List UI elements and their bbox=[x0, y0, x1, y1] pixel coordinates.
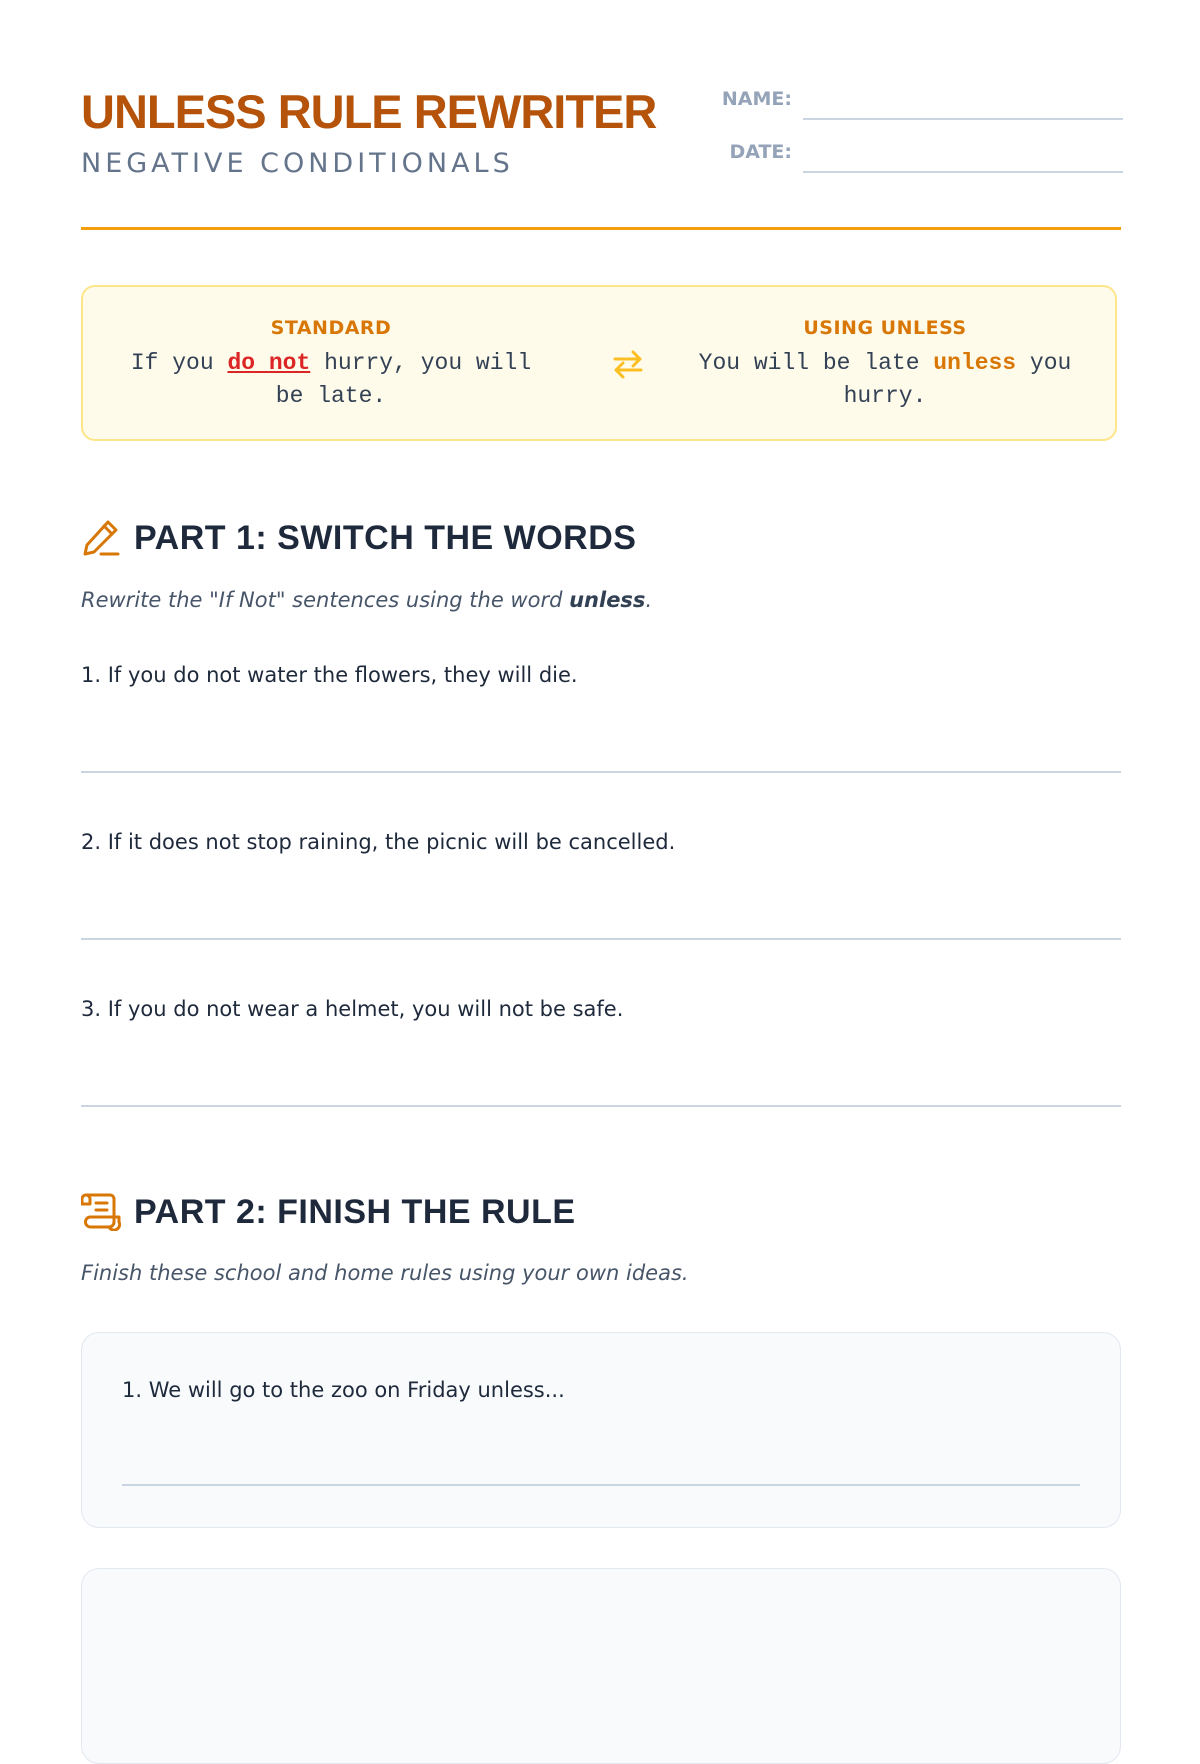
part1-question-3: 3. If you do not wear a helmet, you will not be safe. bbox=[81, 997, 624, 1021]
rule-card-1 bbox=[81, 1332, 1121, 1528]
standard-example bbox=[111, 317, 551, 413]
unless-label: USING UNLESS bbox=[803, 317, 967, 339]
part1-instruction: Rewrite the "If Not" sentences using the word unless. bbox=[81, 588, 653, 612]
date-label: DATE: bbox=[729, 141, 792, 163]
negative-words: do not bbox=[227, 350, 311, 376]
part1-title: PART 1: SWITCH THE WORDS bbox=[134, 519, 637, 557]
rule-prompt-1: 1. We will go to the zoo on Friday unless... bbox=[122, 1378, 565, 1402]
part1-question-1: 1. If you do not water the flowers, they will die. bbox=[81, 663, 578, 687]
date-field[interactable] bbox=[803, 171, 1123, 173]
scroll-icon bbox=[81, 1191, 121, 1231]
part1-question-2: 2. If it does not stop raining, the picnic will be cancelled. bbox=[81, 830, 676, 854]
unless-example bbox=[665, 317, 1105, 413]
pencil-icon bbox=[81, 517, 121, 557]
name-label: NAME: bbox=[721, 88, 792, 110]
answer-line-1[interactable] bbox=[81, 771, 1121, 773]
header-divider bbox=[81, 227, 1121, 230]
standard-label: STANDARD bbox=[270, 317, 392, 339]
answer-line-3[interactable] bbox=[81, 1105, 1121, 1107]
unless-sentence: You will be late unless you hurry. bbox=[698, 350, 1072, 409]
unless-keyword: unless bbox=[933, 350, 1017, 376]
rule-answer-line-1[interactable] bbox=[122, 1484, 1080, 1486]
part2-title: PART 2: FINISH THE RULE bbox=[134, 1193, 576, 1231]
rule-card-2 bbox=[81, 1568, 1121, 1764]
standard-sentence: If you do not hurry, you will be late. bbox=[130, 350, 532, 409]
name-field[interactable] bbox=[803, 118, 1123, 120]
page-subtitle: NEGATIVE CONDITIONALS bbox=[81, 148, 514, 179]
worksheet-header bbox=[81, 0, 1121, 232]
instruction-keyword: unless bbox=[569, 588, 646, 612]
part2-instruction: Finish these school and home rules using your own ideas. bbox=[81, 1261, 689, 1285]
example-box bbox=[81, 285, 1117, 441]
answer-line-2[interactable] bbox=[81, 938, 1121, 940]
swap-arrows-icon bbox=[611, 349, 645, 379]
page-title: UNLESS RULE REWRITER bbox=[81, 85, 657, 138]
